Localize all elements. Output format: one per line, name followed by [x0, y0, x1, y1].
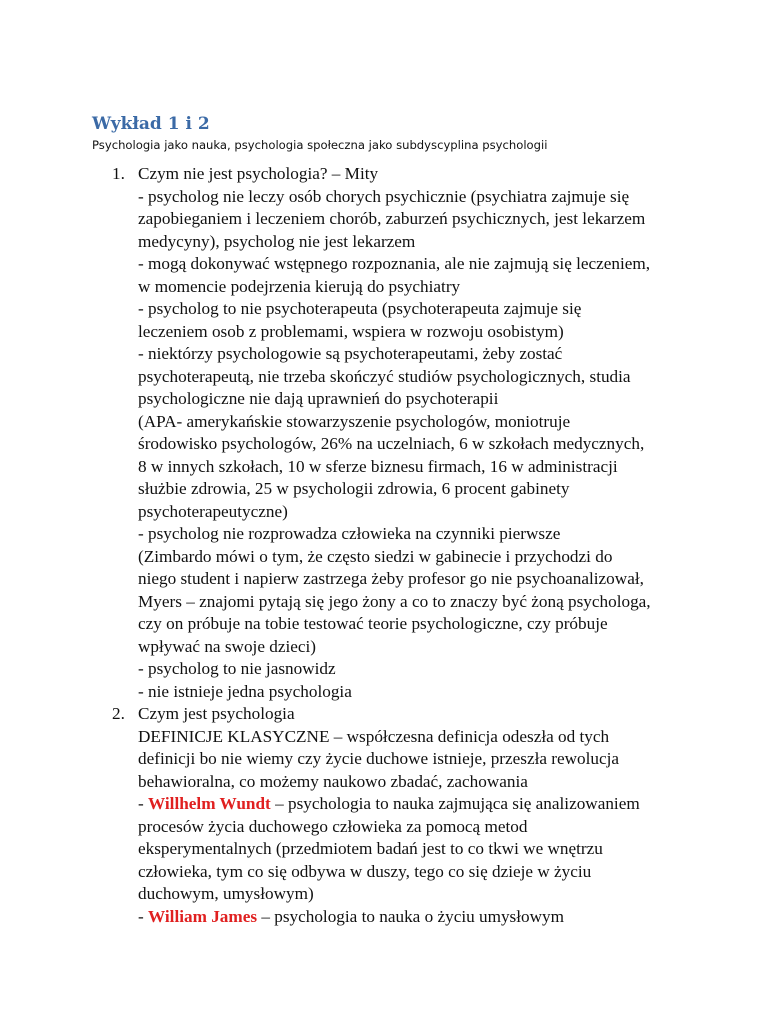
text-line: - psycholog to nie jasnowidz — [138, 659, 336, 678]
list-number: 2. — [112, 704, 125, 723]
text-line: służbie zdrowia, 25 w psychologii zdrowia, 6 procent gabinety — [138, 479, 570, 498]
text-line: zapobieganiem i leczeniem chorób, zaburzeń psychicznych, jest lekarzem — [138, 209, 646, 228]
definition-text: – psychologia to nauka zajmująca się analizowaniem — [270, 794, 640, 813]
text-line: człowieka, tym co się odbywa w duszy, tego co się dzieje w życiu — [138, 861, 592, 881]
text-line: 8 w innych szkołach, 10 w sferze biznesu firmach, 16 w administracji — [138, 456, 618, 476]
text-line: duchowym, umysłowym) — [138, 884, 314, 903]
text-line: (APA- amerykańskie stowarzyszenie psychologów, moniotruje — [138, 411, 571, 431]
text-line-james — [138, 906, 768, 929]
text-line: psychologiczne nie dają uprawnień do psychoterapii — [138, 389, 499, 408]
text-line: w momencie podejrzenia kierują do psychiatry — [138, 276, 461, 296]
list-number: 1. — [112, 164, 125, 183]
text-line: - mogą dokonywać wstępnego rozpoznania, ale nie zajmują się leczeniem, — [138, 254, 651, 273]
text-line: - niektórzy psychologowie są psychoterapeutami, żeby zostać — [138, 344, 563, 363]
definition-text: – psychologia to nauka o życiu umysłowym — [257, 906, 564, 926]
text-line: Myers – znajomi pytają się jego żony a co to znaczy być żoną psychologa, — [138, 591, 651, 611]
person-name-wundt: Willhelm Wundt — [148, 794, 271, 813]
page-subtitle: Psychologia jako nauka, psychologia społeczna jako subdyscyplina psychologii — [92, 138, 548, 152]
text-line: - psycholog nie leczy osób chorych psychicznie (psychiatra zajmuje się — [138, 186, 630, 206]
text-line: leczeniem osob z problemami, wspiera w rozwoju osobistym) — [138, 321, 564, 341]
text-line: medycyny), psycholog nie jest lekarzem — [138, 231, 416, 251]
text-line: procesów życia duchowego człowieka za pomocą metod — [138, 816, 528, 836]
text-line: środowisko psychologów, 26% na uczelniach, 6 w szkołach medycznych, — [138, 434, 645, 453]
person-name-james: William James — [148, 906, 258, 926]
text-line: - psycholog to nie psychoterapeuta (psychoterapeuta zajmuje się — [138, 299, 582, 318]
text-line: eksperymentalnych (przedmiotem badań jest to co tkwi we wnętrzu — [138, 839, 603, 858]
page-title: Wykład 1 i 2 — [92, 114, 210, 134]
text-line: (Zimbardo mówi o tym, że często siedzi w gabinecie i przychodzi do — [138, 546, 613, 566]
text-line: definicji bo nie wiemy czy życie duchowe istnieje, przeszła rewolucja — [138, 749, 620, 768]
numbered-list — [0, 163, 768, 928]
dash: - — [138, 794, 149, 813]
text-line: psychoterapeutą, nie trzeba skończyć studiów psychologicznych, studia — [138, 366, 631, 386]
text-line: niego student i napierw zastrzega żeby profesor go nie psychoanalizował, — [138, 569, 644, 588]
text-line: - psycholog nie rozprowadza człowieka na czynniki pierwsze — [138, 524, 561, 543]
text-line: wpływać na swoje dzieci) — [138, 636, 317, 656]
text-line: Czym nie jest psychologia? – Mity — [138, 164, 379, 183]
text-line: psychoterapeutyczne) — [138, 501, 288, 521]
dash: - — [138, 906, 149, 926]
list-item-2 — [0, 703, 768, 928]
text-line: behawioralna, co możemy naukowo zbadać, zachowania — [138, 771, 528, 791]
text-line: Czym jest psychologia — [138, 704, 295, 723]
text-line: DEFINICJE KLASYCZNE – współczesna definicja odeszła od tych — [138, 726, 610, 746]
text-line: czy on próbuje na tobie testować teorie psychologiczne, czy próbuje — [138, 614, 608, 633]
text-line: - nie istnieje jedna psychologia — [138, 681, 352, 701]
text-line-wundt — [138, 793, 768, 816]
list-item-1 — [0, 163, 768, 703]
